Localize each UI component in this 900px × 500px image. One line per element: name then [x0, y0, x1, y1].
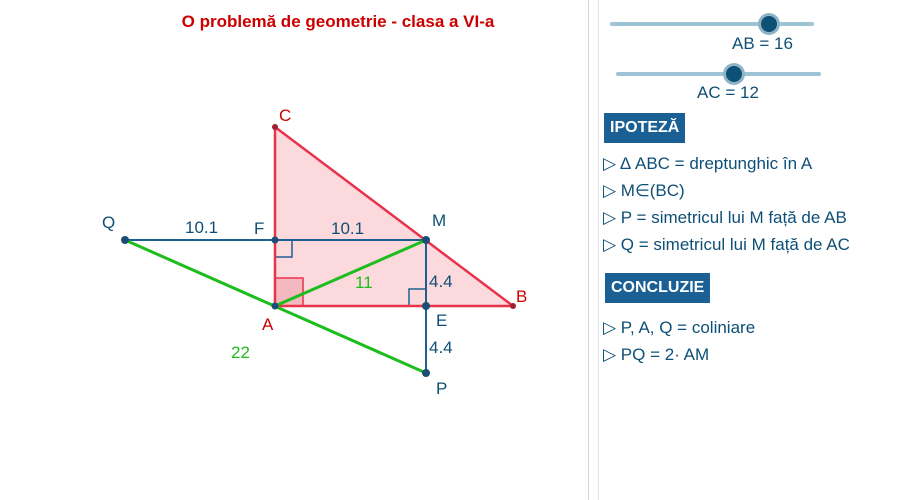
slider-ac-label: AC = 12 [697, 83, 759, 102]
hypothesis-item: ▷ M∈(BC) [603, 181, 685, 200]
label-b: B [516, 287, 528, 306]
measure-ep: 4.4 [429, 338, 453, 357]
right-angle-a [275, 278, 303, 306]
conclusion-header: CONCLUZIE [605, 273, 710, 303]
measure-me: 4.4 [429, 272, 453, 291]
slider-ac-knob[interactable] [726, 66, 742, 82]
slider-ac-track[interactable] [616, 72, 821, 76]
hypothesis-header: IPOTEZĂ [604, 113, 685, 143]
panel-divider-inner [598, 0, 599, 500]
slider-ab-knob[interactable] [761, 16, 777, 32]
hypothesis-item: ▷ Q = simetricul lui M față de AC [603, 235, 850, 254]
point-a[interactable] [272, 303, 279, 310]
label-q: Q [102, 213, 116, 232]
point-f[interactable] [272, 237, 279, 244]
measure-fm: 10.1 [331, 219, 365, 238]
hypothesis-item: ▷ Δ ABC = dreptunghic în A [603, 154, 813, 173]
label-a: A [262, 315, 274, 334]
conclusion-item: ▷ P, A, Q = coliniare [603, 318, 756, 337]
label-p: P [436, 379, 448, 398]
measure-am: 11 [355, 273, 373, 292]
label-e: E [436, 311, 448, 330]
label-m: M [432, 211, 447, 230]
slider-ab-track[interactable] [610, 22, 814, 26]
label-c: C [279, 106, 292, 125]
hypothesis-item: ▷ P = simetricul lui M față de AB [603, 208, 847, 227]
measure-pq: 22 [231, 343, 250, 362]
point-q[interactable] [121, 236, 129, 244]
measure-qf: 10.1 [185, 218, 219, 237]
point-e[interactable] [422, 302, 430, 310]
point-m[interactable] [422, 236, 430, 244]
page-title: O problemă de geometrie - clasa a VI-a [181, 12, 495, 31]
slider-ab-label: AB = 16 [732, 34, 793, 53]
conclusion-item: ▷ PQ = 2· AM [603, 345, 710, 364]
point-p[interactable] [422, 369, 430, 377]
label-f: F [254, 219, 265, 238]
point-c[interactable] [272, 124, 278, 130]
